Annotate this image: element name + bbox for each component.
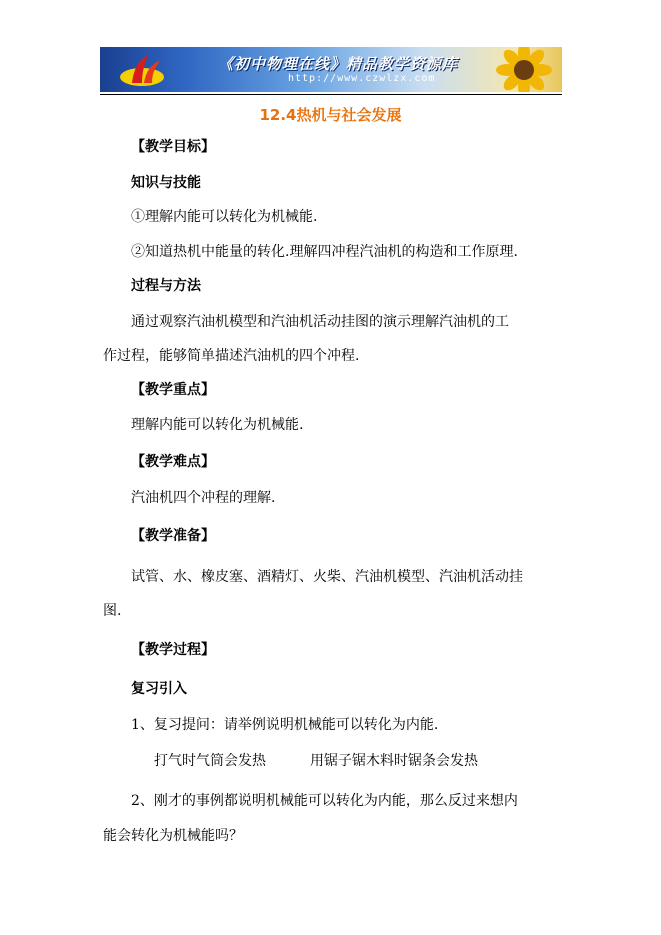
banner-url: http://www.czwlzx.com [288,73,436,84]
preparation-text-line-2: 图. [103,603,122,619]
review-item-1: 1、复习提问：请举例说明机械能可以转化为内能. [131,717,439,733]
review-example-b: 用锯子锯木料时锯条会发热 [310,753,478,769]
header-rule [100,94,562,95]
logo-icon [118,53,166,87]
page-title: 12.4热机与社会发展 [259,106,402,124]
process-text-line-2: 作过程，能够简单描述汽油机的四个冲程. [103,348,360,364]
knowledge-item-2: ②知道热机中能量的转化.理解四冲程汽油机的构造和工作原理. [131,244,518,260]
review-item-2-line-1: 2、刚才的事例都说明机械能可以转化为内能，那么反过来想内 [131,793,518,809]
key-points-text: 理解内能可以转化为机械能. [131,417,304,433]
review-example-a: 打气时气筒会发热 [154,753,266,769]
preparation-heading: 【教学准备】 [131,528,215,544]
process-text-line-1: 通过观察汽油机模型和汽油机活动挂图的演示理解汽油机的工 [131,314,509,330]
knowledge-item-1: ①理解内能可以转化为机械能. [131,209,318,225]
process-heading: 过程与方法 [131,278,201,294]
preparation-text-line-1: 试管、水、橡皮塞、酒精灯、火柴、汽油机模型、汽油机活动挂 [131,569,523,585]
banner-title: 《初中物理在线》精品教学资源库 [218,55,459,73]
difficulty-heading: 【教学难点】 [131,454,215,470]
objectives-heading: 【教学目标】 [131,139,215,155]
knowledge-heading: 知识与技能 [131,175,201,191]
review-heading: 复习引入 [131,681,187,697]
header-banner [100,47,562,92]
sunflower-icon [494,47,554,92]
difficulty-text: 汽油机四个冲程的理解. [131,490,276,506]
key-points-heading: 【教学重点】 [131,382,215,398]
procedure-heading: 【教学过程】 [131,642,215,658]
review-item-2-line-2: 能会转化为机械能吗？ [103,828,243,844]
